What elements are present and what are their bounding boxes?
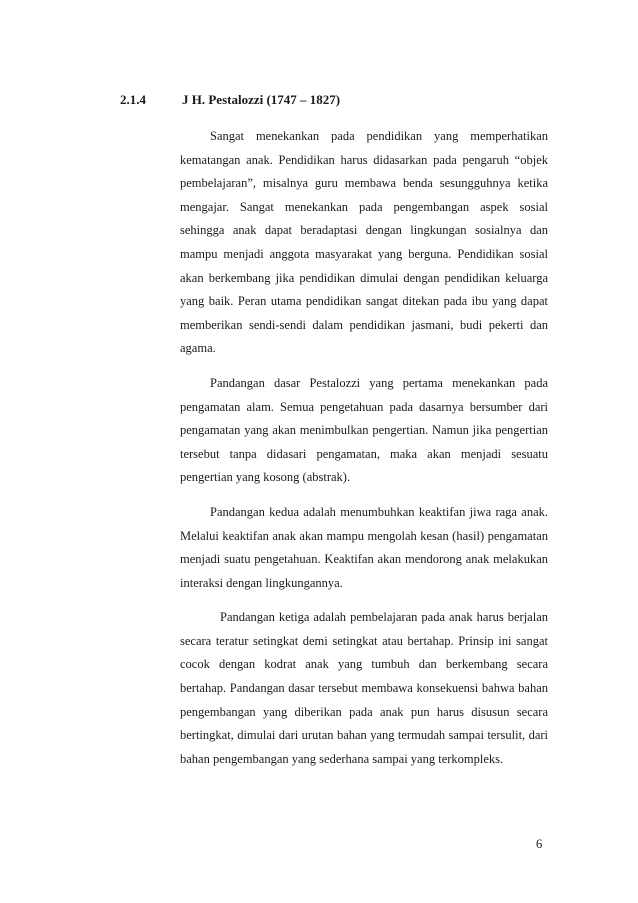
paragraph-1: Sangat menekankan pada pendidikan yang memperhatikan kematangan anak. Pendidikan harus didasarkan pada pengaruh “objek pembelajaran”, misalnya guru membawa benda sesungguhnya ketika mengajar. Sangat menekankan pada pengembangan aspek sosial sehingga anak dapat beradaptasi dengan lingkungan sosialnya dan mampu menjadi anggota masyarakat yang berguna. Pendidikan sosial akan berkembang jika pendidikan dimulai dengan pendidikan keluarga yang baik. Peran utama pendidikan sangat ditekan pada ibu yang dapat memberikan sendi-sendi dalam pendidikan jasmani, budi pekerti dan agama. <box>180 129 548 356</box>
paragraph-3: Pandangan kedua adalah menumbuhkan keaktifan jiwa raga anak. Melalui keaktifan anak akan mampu mengolah kesan (hasil) pengamatan menjadi suatu pengetahuan. Keaktifan akan mendorong anak melakukan interaksi dengan lingkungannya. <box>180 504 548 590</box>
paragraph-4: Pandangan ketiga adalah pembelajaran pada anak harus berjalan secara teratur setingkat demi setingkat atau bertahap. Prinsip ini sangat cocok dengan kodrat anak yang tumbuh dan berkembang secara bertahap. Pandangan dasar tersebut membawa konsekuensi bahwa bahan pengembangan yang diberikan pada anak pun harus disusun secara bertingkat, dimulai dari urutan bahan yang termudah sampai tersulit, dari bahan pengembangan yang sederhana sampai yang terkompleks. <box>180 610 548 766</box>
page-number: 6 <box>536 837 543 851</box>
section-number: 2.1.4 <box>120 92 146 107</box>
section-title: J H. Pestalozzi (1747 – 1827) <box>182 92 341 107</box>
paragraph-2: Pandangan dasar Pestalozzi yang pertama menekankan pada pengamatan alam. Semua pengetahuan pada dasarnya bersumber dari pengamatan yang akan menimbulkan pengertian. Namun jika pengertian tersebut tanpa didasari pengamatan, maka akan menjadi sesuatu pengertian yang kosong (abstrak). <box>180 375 548 485</box>
section-body <box>180 125 548 782</box>
